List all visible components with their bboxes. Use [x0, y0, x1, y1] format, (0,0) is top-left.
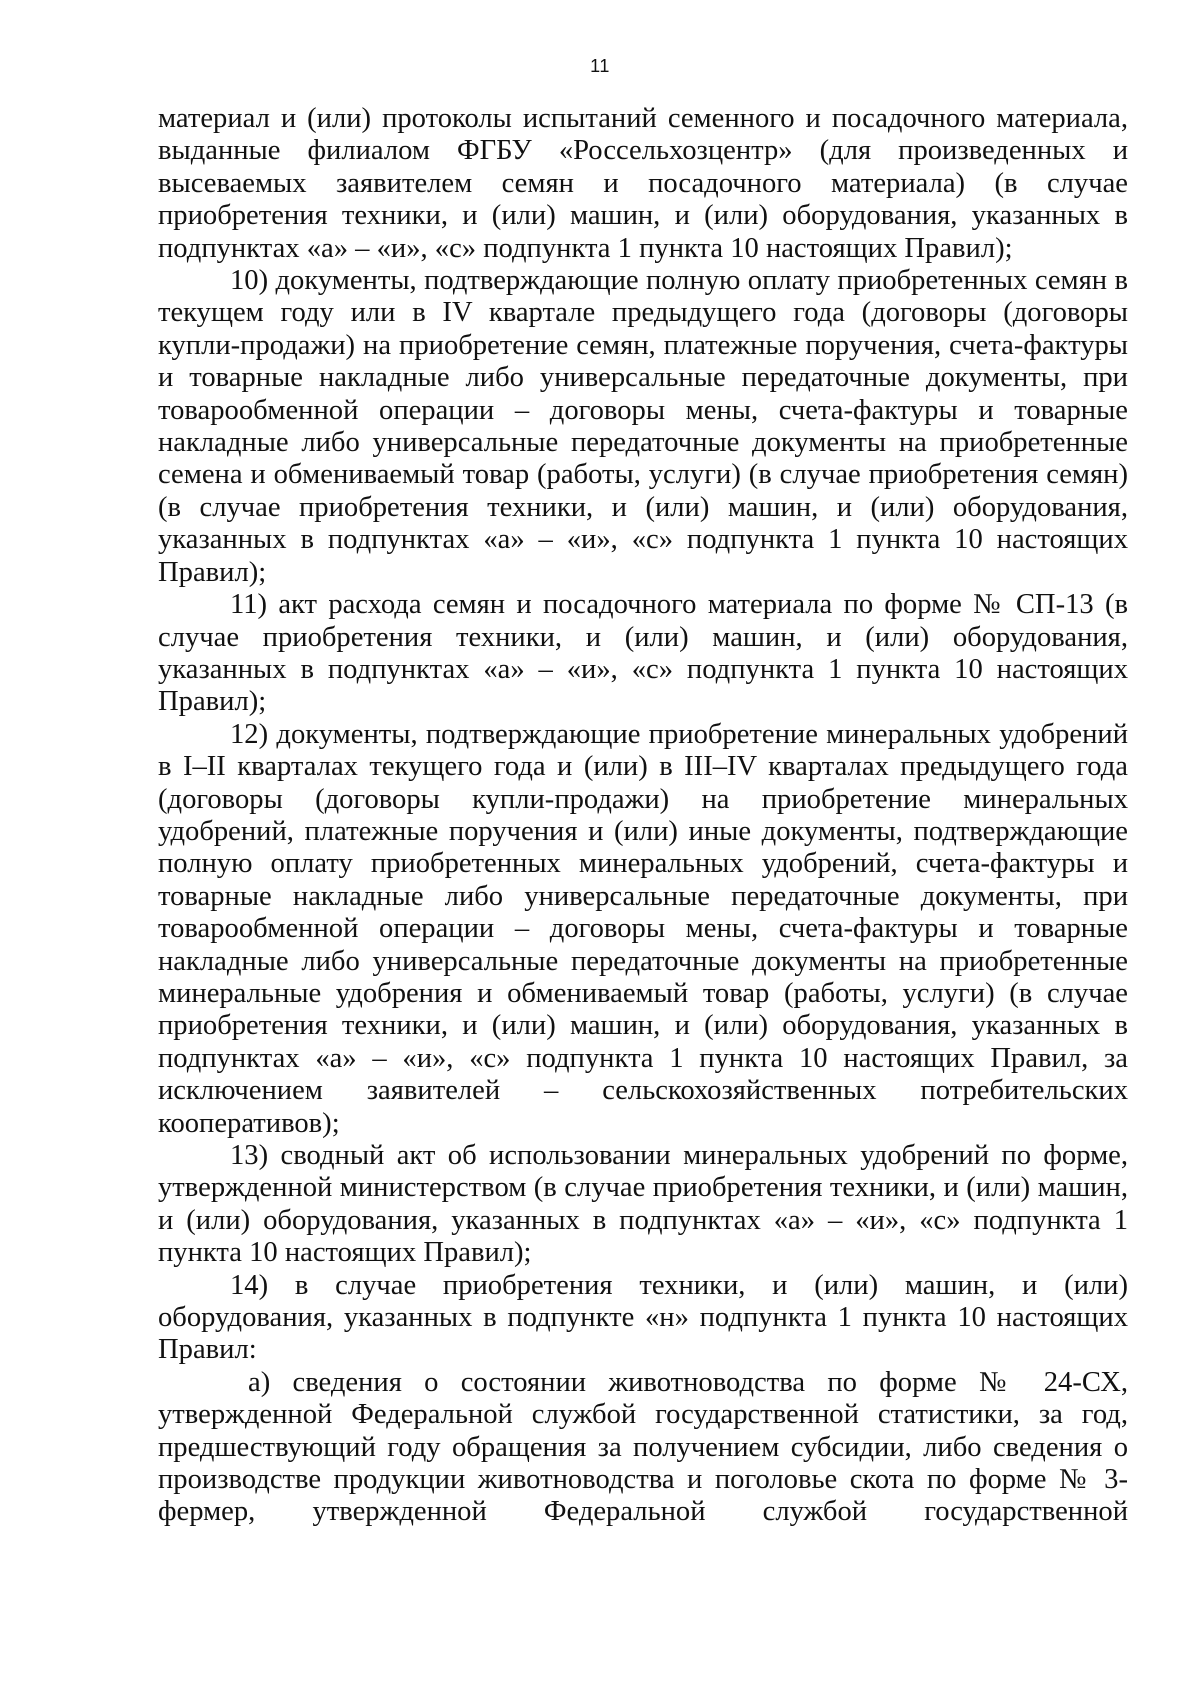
document-body: [158, 103, 1128, 1529]
paragraph-item-11: 11) акт расхода семян и посадочного материала по форме № СП-13 (в случае приобретения техники, и (или) машин, и (или) оборудования, указанных в подпунктах «а» – «и», «с» подпункта 1 пункта 10 настоящих Правил);: [158, 589, 1128, 718]
paragraph-item-10: 10) документы, подтверждающие полную оплату приобретенных семян в текущем году или в IV квартале предыдущего года (договоры (договоры купли-продажи) на приобретение семян, платежные поручения, счета-фактуры и товарные накладные либо универсальные передаточные документы, при товарообменной операции – договоры мены, счета-фактуры и товарные накладные либо универсальные передаточные документы на приобретенные семена и обмениваемый товар (работы, услуги) (в случае приобретения семян) (в случае приобретения техники, и (или) машин, и (или) оборудования, указанных в подпунктах «а» – «и», «с» подпункта 1 пункта 10 настоящих Правил);: [158, 265, 1128, 588]
paragraph-subitem-a: а) сведения о состоянии животноводства по форме № 24-СХ, утвержденной Федеральной службой государственной статистики, за год, предшествующий году обращения за получением субсидии, либо сведения о производстве продукции животноводства и поголовье скота по форме № 3-фермер, утвержденной Федеральной службой государственной: [158, 1366, 1128, 1528]
paragraph-item-14: 14) в случае приобретения техники, и (или) машин, и (или) оборудования, указанных в подпункте «н» подпункта 1 пункта 10 настоящих Правил:: [158, 1269, 1128, 1366]
paragraph-continuation: материал и (или) протоколы испытаний семенного и посадочного материала, выданные филиалом ФГБУ «Россельхозцентр» (для произведенных и высеваемых заявителем семян и посадочного материала) (в случае приобретения техники, и (или) машин, и (или) оборудования, указанных в подпунктах «а» – «и», «с» подпункта 1 пункта 10 настоящих Правил);: [158, 103, 1128, 264]
page-number: 11: [590, 56, 610, 76]
paragraph-item-13: 13) сводный акт об использовании минеральных удобрений по форме, утвержденной министерством (в случае приобретения техники, и (или) машин, и (или) оборудования, указанных в подпунктах «а» – «и», «с» подпункта 1 пункта 10 настоящих Правил);: [158, 1140, 1128, 1269]
paragraph-item-12: 12) документы, подтверждающие приобретение минеральных удобрений в I–II кварталах текущего года и (или) в III–IV кварталах предыдущего года (договоры (договоры купли-продажи) на приобретение минеральных удобрений, платежные поручения и (или) иные документы, подтверждающие полную оплату приобретенных минеральных удобрений, счета-фактуры и товарные накладные либо универсальные передаточные документы, при товарообменной операции – договоры мены, счета-фактуры и товарные накладные либо универсальные передаточные документы на приобретенные минеральные удобрения и обмениваемый товар (работы, услуги) (в случае приобретения техники, и (или) машин, и (или) оборудования, указанных в подпунктах «а» – «и», «с» подпункта 1 пункта 10 настоящих Правил, за исключением заявителей – сельскохозяйственных потребительских кооперативов);: [158, 718, 1128, 1139]
